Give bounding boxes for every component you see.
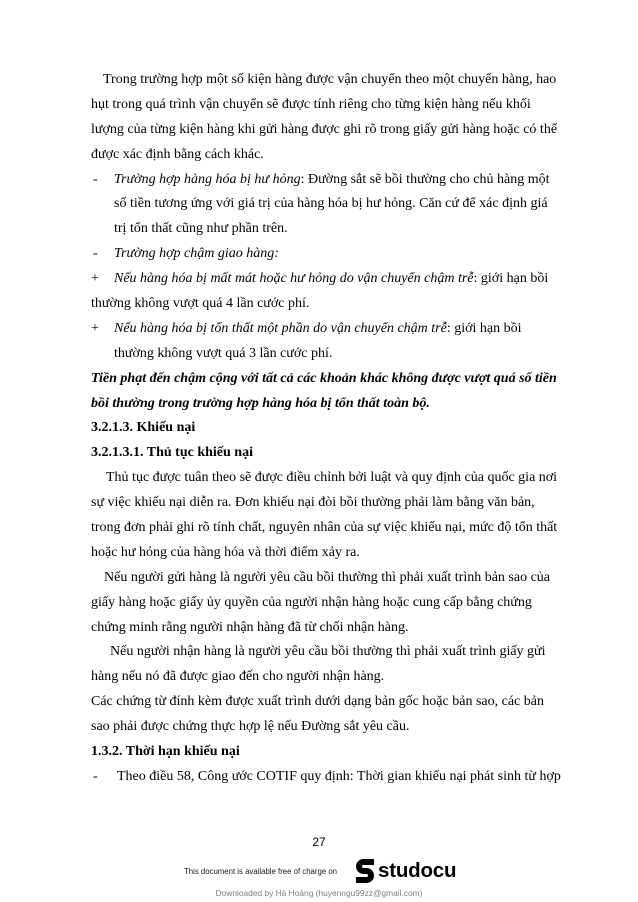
deadline-item bbox=[91, 765, 591, 790]
availability-text: This document is available free of charge on bbox=[184, 867, 337, 876]
procedure-line: trong đơn phải ghi rõ tính chất, nguyên nhân của sự việc khiếu nại, mức độ tổn thất bbox=[91, 520, 558, 536]
penalty-note-line: bồi thường trong trường hợp hàng hóa bị tổn thất toàn bộ. bbox=[91, 395, 430, 411]
bullet-label: Trường hợp chậm giao hàng: bbox=[114, 246, 279, 262]
procedure-line: hàng nếu nó đã được giao đến cho người nhận hàng. bbox=[91, 669, 385, 685]
bullet-late-delivery bbox=[91, 242, 591, 267]
sub-item-loss-damage bbox=[91, 267, 591, 292]
bullet-marker: - bbox=[93, 246, 98, 262]
studocu-brand-name: studocu bbox=[378, 859, 457, 882]
intro-line: được xác định bằng cách khác. bbox=[91, 146, 264, 162]
bullet-damaged-goods bbox=[91, 168, 591, 193]
studocu-logo-icon bbox=[354, 857, 376, 885]
procedure-line: giấy hàng hoặc giấy ủy quyền của người nhận hàng hoặc cung cấp bằng chứng bbox=[91, 594, 532, 610]
intro-line: hụt trong quá trình vận chuyển sẽ được tính riêng cho từng kiện hàng nếu khối bbox=[91, 96, 531, 112]
studocu-logo-link[interactable] bbox=[354, 857, 456, 885]
procedure-line: chứng minh rằng người nhận hàng đã từ chối nhận hàng. bbox=[91, 619, 409, 635]
bullet-continuation: trị tổn thất cũng như phần trên. bbox=[114, 221, 288, 237]
procedure-line: hoặc hư hỏng của hàng hóa và thời điểm xảy ra. bbox=[91, 544, 360, 560]
sub-item-continuation: thường không vượt quá 3 lần cước phí. bbox=[114, 345, 333, 361]
procedure-line: Thủ tục được tuân theo sẽ được điều chỉnh bởi luật và quy định của quốc gia nơi bbox=[106, 470, 558, 486]
sub-item-text: : giới hạn bồi bbox=[446, 320, 522, 336]
procedure-line: sự việc khiếu nại diễn ra. Đơn khiếu nại đòi bồi thường phải làm bằng văn bản, bbox=[91, 495, 535, 511]
penalty-note-line: Tiền phạt đến chậm cộng với tất cả các khoản khác không được vượt quá số tiền bbox=[91, 370, 557, 386]
sub-item-label: Nếu hàng hóa bị tổn thất một phần do vận chuyển chậm trễ bbox=[114, 320, 447, 336]
deadline-item-text: Theo điều 58, Công ước COTIF quy định: Thời gian khiếu nại phát sinh từ hợp bbox=[117, 768, 561, 784]
intro-line: lượng của từng kiện hàng khi gửi hàng được ghi rõ trong giấy gửi hàng hoặc có thể bbox=[91, 121, 558, 137]
deadline-heading: 1.3.2. Thời hạn khiếu nại bbox=[91, 744, 240, 760]
procedure-line: Nếu người gửi hàng là người yêu cầu bồi thường thì phải xuất trình bản sao của bbox=[104, 569, 551, 585]
bullet-continuation: số tiền tương ứng với giá trị của hàng hóa bị hư hỏng. Căn cứ để xác định giá bbox=[114, 196, 548, 212]
sub-item-text: : giới hạn bồi bbox=[473, 271, 549, 287]
procedure-line: sao phải được chứng thực hợp lệ nếu Đường sắt yêu cầu. bbox=[91, 719, 410, 735]
sub-item-marker: + bbox=[91, 271, 99, 287]
bullet-text: : Đường sắt sẽ bồi thường cho chủ hàng một bbox=[300, 171, 550, 187]
download-notice: Downloaded by Hà Hoàng (huyenngu99zz@gmail.com) bbox=[215, 888, 423, 898]
section-heading: 3.2.1.3. Khiếu nại bbox=[91, 420, 196, 436]
procedure-line: Nếu người nhận hàng là người yêu cầu bồi thường thì phải xuất trình giấy gửi bbox=[110, 644, 546, 660]
bullet-label: Trường hợp hàng hóa bị hư hỏng bbox=[114, 171, 301, 187]
bullet-marker: - bbox=[93, 768, 98, 784]
intro-line: Trong trường hợp một số kiện hàng được vận chuyển theo một chuyến hàng, hao bbox=[103, 72, 557, 87]
page-body bbox=[91, 68, 591, 790]
page-number: 27 bbox=[312, 835, 326, 849]
sub-item-marker: + bbox=[91, 320, 99, 336]
sub-item-continuation: thường không vượt quá 4 lần cước phí. bbox=[91, 296, 310, 312]
sub-item-partial-loss bbox=[91, 317, 591, 342]
bullet-marker: - bbox=[93, 171, 98, 187]
procedure-line: Các chứng từ đính kèm được xuất trình dưới dạng bản gốc hoặc bản sao, các bản bbox=[91, 694, 544, 710]
sub-item-label: Nếu hàng hóa bị mất mát hoặc hư hỏng do vận chuyển chậm trễ bbox=[114, 271, 474, 287]
subsection-heading: 3.2.1.3.1. Thủ tục khiếu nại bbox=[91, 445, 253, 461]
